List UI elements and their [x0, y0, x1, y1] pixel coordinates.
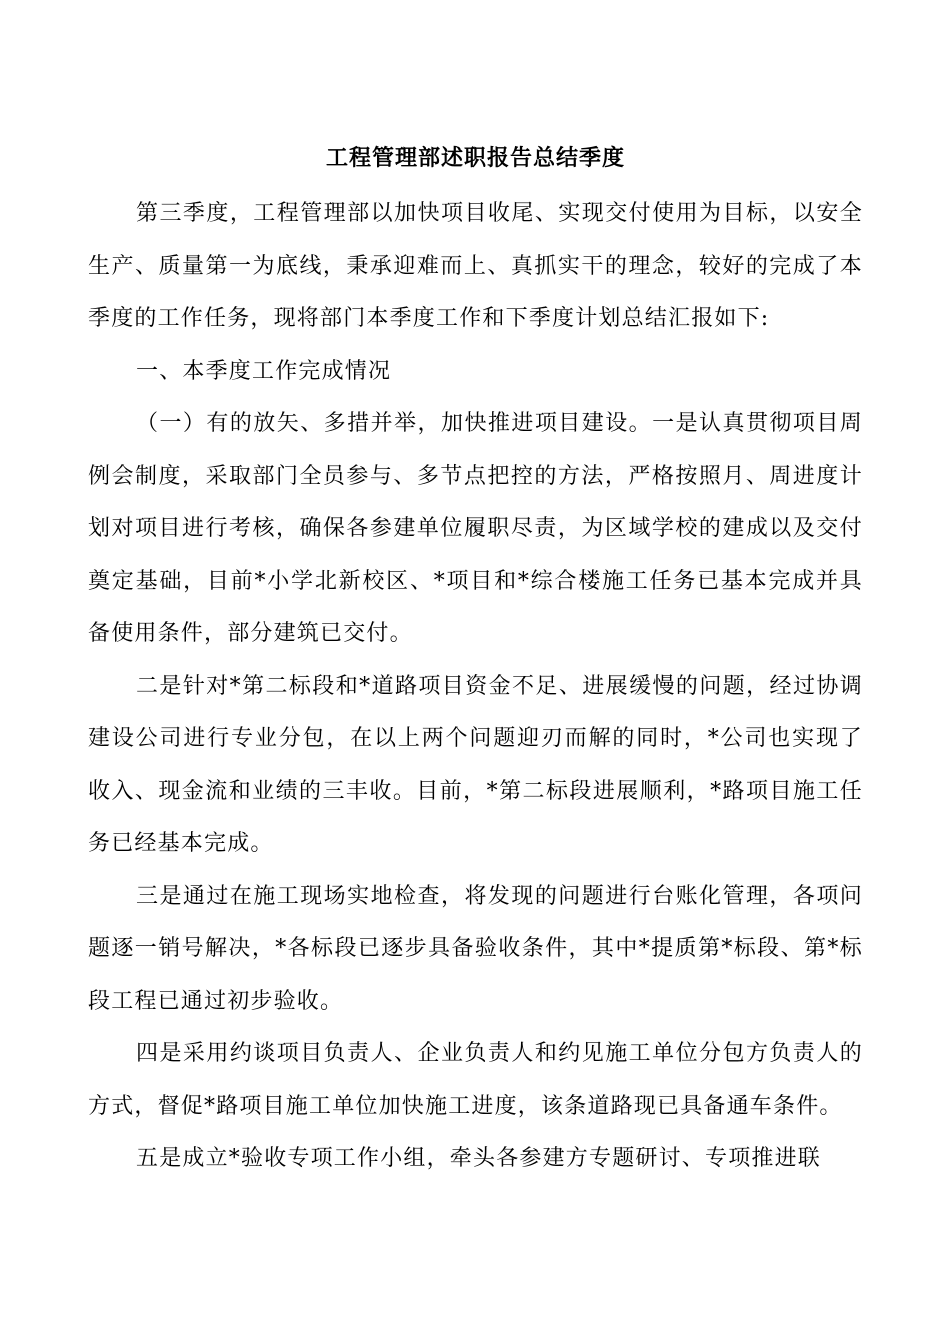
paragraph-item-3: 三是通过在施工现场实地检查，将发现的问题进行台账化管理，各项问题逐一销号解决，*各标段已逐步具备验收条件，其中*提质第*标段、第*标段工程已通过初步验收。: [88, 883, 863, 1014]
paragraph-item-5: 五是成立*验收专项工作小组，牵头各参建方专题研讨、专项推进联: [136, 1146, 822, 1171]
document-title: 工程管理部述职报告总结季度: [325, 145, 625, 171]
paragraph-item-2: 二是针对*第二标段和*道路项目资金不足、进展缓慢的问题，经过协调建设公司进行专业分包，在以上两个问题迎刃而解的同时，*公司也实现了收入、现金流和业绩的三丰收。目前，*第二标段进展顺利，*路项目施工任务已经基本完成。: [88, 673, 863, 856]
section-heading: 一、本季度工作完成情况: [136, 358, 392, 384]
paragraph-item-4: 四是采用约谈项目负责人、企业负责人和约见施工单位分包方负责人的方式，督促*路项目施工单位加快施工进度，该条道路现已具备通车条件。: [88, 1041, 863, 1119]
document-page: [88, 138, 863, 1186]
paragraph-item-1: （一）有的放矢、多措并举，加快推进项目建设。一是认真贯彻项目周例会制度，采取部门全员参与、多节点把控的方法，严格按照月、周进度计划对项目进行考核，确保各参建单位履职尽责，为区域学校的建成以及交付奠定基础，目前*小学北新校区、*项目和*综合楼施工任务已基本完成并具备使用条件，部分建筑已交付。: [88, 411, 863, 646]
paragraph-intro: 第三季度，工程管理部以加快项目收尾、实现交付使用为目标，以安全生产、质量第一为底线，秉承迎难而上、真抓实干的理念，较好的完成了本季度的工作任务，现将部门本季度工作和下季度计划总结汇报如下:: [88, 201, 863, 331]
